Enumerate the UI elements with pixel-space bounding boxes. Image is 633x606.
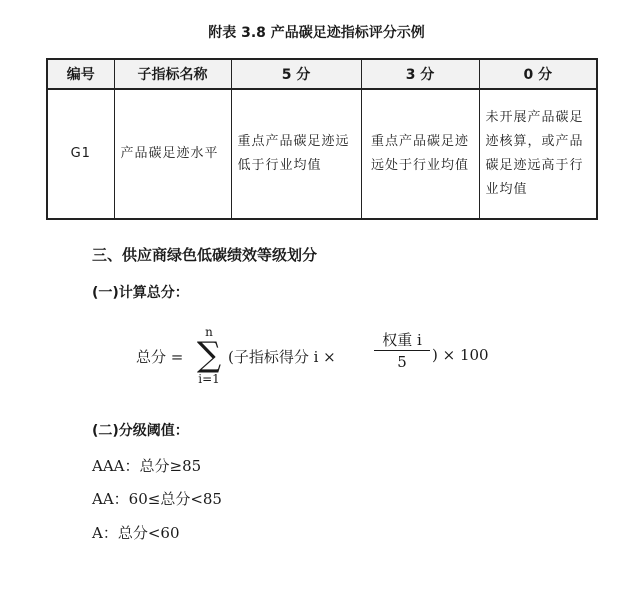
fraction-numerator: 权重 i: [374, 330, 430, 351]
cell-score0: 未开展产品碳足迹核算，或产品碳足迹远高于行业均值: [479, 89, 597, 219]
formula-middle: (子指标得分 i ×: [228, 348, 336, 366]
table-caption: 附表 3.8 产品碳足迹指标评分示例: [208, 25, 425, 41]
subsection-total-score: (一)计算总分：: [92, 285, 189, 301]
sigma-symbol: ∑: [196, 335, 222, 375]
formula-tail: ) × 100: [432, 346, 489, 364]
grade-aa: AA：60≤总分<85: [92, 490, 222, 508]
cell-score3: 重点产品碳足迹远处于行业均值: [361, 89, 479, 219]
section-heading: 三、供应商绿色低碳绩效等级划分: [92, 246, 318, 264]
summation: [194, 326, 224, 386]
subsection-grade-thresholds: (二)分级阈值：: [92, 423, 189, 439]
cell-score5: 重点产品碳足迹远低于行业均值: [231, 89, 361, 219]
sum-upper-limit: n: [205, 325, 213, 339]
fraction-denominator: 5: [397, 353, 407, 371]
header-score3: 3 分: [361, 59, 479, 89]
formula-lhs: 总分 =: [136, 348, 184, 366]
header-score0: 0 分: [479, 59, 597, 89]
table-row: [47, 89, 597, 219]
total-score-formula: [136, 326, 536, 388]
grade-aaa: AAA：总分≥85: [92, 457, 202, 475]
table-header-row: [47, 59, 597, 89]
cell-name: 产品碳足迹水平: [114, 89, 231, 219]
header-score5: 5 分: [231, 59, 361, 89]
weight-fraction: [374, 330, 430, 373]
header-name: 子指标名称: [114, 59, 231, 89]
cell-code: G1: [47, 89, 114, 219]
header-code: 编号: [47, 59, 114, 89]
sum-lower-limit: i=1: [198, 372, 220, 386]
score-table: [46, 58, 598, 220]
grade-a: A：总分<60: [92, 524, 180, 542]
